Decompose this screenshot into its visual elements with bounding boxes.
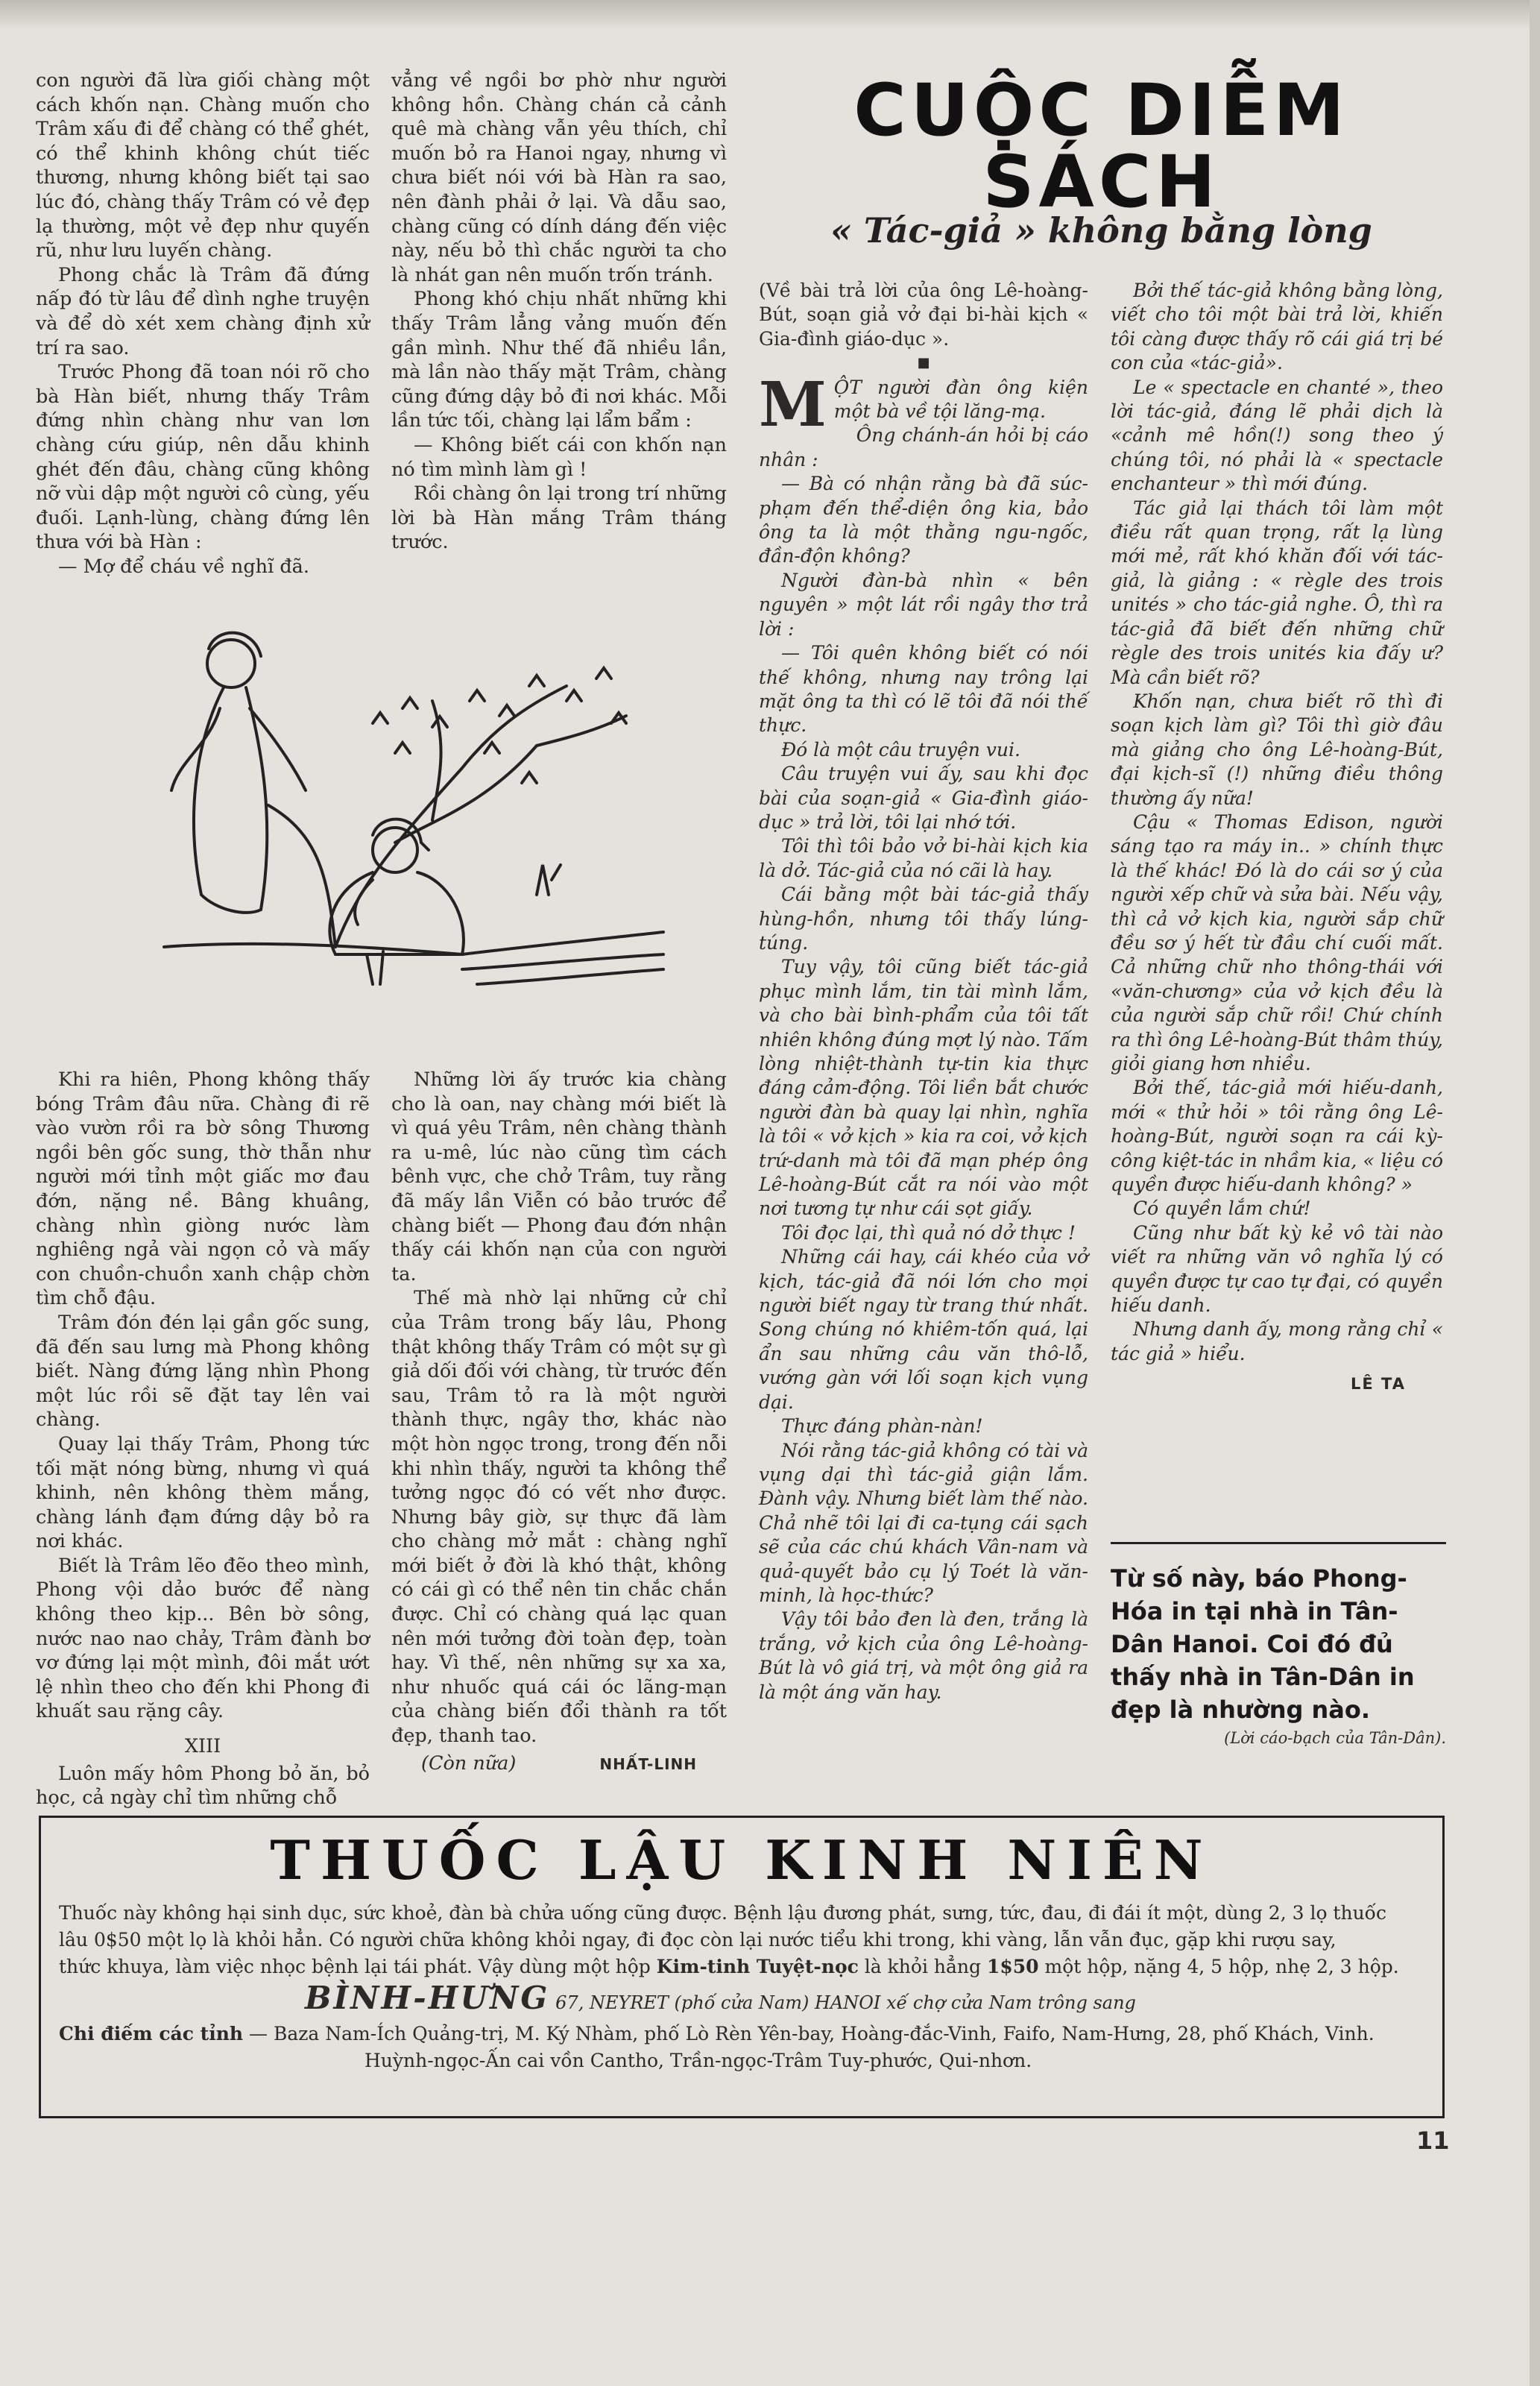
story-paragraph: — Mợ để cháu về nghĩ đã.: [58, 555, 309, 578]
ad-product-name: Kim-tinh Tuyệt-nọc: [656, 1956, 859, 1977]
review-intro: (Về bài trả lời của ông Lê-hoàng-Bút, soạn giả vở đại bi-hài kịch « Gia-đình giáo-dục ».: [759, 280, 1088, 350]
review-paragraph: Cái bằng một bài tác-giả thấy hùng-hồn, nhưng tôi thấy lúng-túng.: [759, 884, 1088, 954]
continued-note: (Còn nữa): [421, 1751, 517, 1775]
review-paragraph: — Bà có nhận rằng bà đã súc-phạm đến thể-diện ông kia, bảo ông ta là một thằng ngu-ngốc, đần-độn không?: [759, 473, 1088, 567]
review-paragraph: Người đàn-bà nhìn « bên nguyên » một lát rồi ngây thơ trả lời :: [759, 569, 1088, 640]
section-heading: CUỘC DIỄM SÁCH: [853, 69, 1349, 224]
review-paragraph: Khốn nạn, chưa biết rõ thì đi soạn kịch làm gì? Tôi thì giờ đâu mà giảng cho ông Lê-hoàng-Bút, đại kịch-sĩ (!) những điều thông thường ấy nữa!: [1111, 690, 1443, 809]
ad-text: một hộp, nặng 4, 5 hộp, nhẹ 2, 3 hộp.: [1044, 1956, 1399, 1977]
review-paragraph: Ông chánh-án hỏi bị cáo nhân :: [759, 424, 1088, 470]
review-paragraph: Tôi đọc lại, thì quả nó dở thực !: [781, 1221, 1076, 1244]
medicine-advertisement: [39, 1816, 1445, 2118]
story-paragraph: Khi ra hiên, Phong không thấy bóng Trâm đâu nữa. Chàng đi rẽ vào vườn rồi ra bờ sông Thương ngồi bên gốc sung, thờ thẫn như người mới tỉnh một giấc mơ đau đớn, nặng nề. Bâng khuâng, chàng nhìn giòng nước làm nghiêng ngả vài ngọn cỏ và mấy con chuồn-chuồn xanh chập chờn tìm chỗ đậu.: [36, 1068, 370, 1310]
story-column-1-top: [36, 69, 370, 579]
ad-agents-list: — Baza Nam-Ích Quảng-trị, M. Ký Nhàm, phố Lò Rèn Yên-bay, Hoàng-đắc-Vinh, Faifo, Nam-Hưng, 28, phố Khách, Vinh.: [249, 2023, 1375, 2045]
story-paragraph: Biết là Trâm lẽo đẽo theo mình, Phong vội dảo bước để nàng không theo kịp... Bên bờ sông, nước nao nao chảy, Trâm đành bơ vơ đứng lại một mình, đôi mắt ướt lệ nhìn theo cho đến khi Phong đi khuất sau rặng cây.: [36, 1554, 370, 1723]
ad-line: Thuốc này không hại sinh dục, sức khoẻ, đàn bà chửa uống cũng được. Bệnh lậu đương phát, sưng, tức, đau, đi đái ít một, dùng 2, 3 lọ thuốc: [59, 1902, 1386, 1924]
review-paragraph: Nói rằng tác-giả không có tài và vụng dại thì tác-giả giận lắm. Đành vậy. Nhưng biết làm thế nào. Chả nhẽ tôi lại đi ca-tụng cái sạch sẽ của các chú khách Vân-nam và quả-quyết bảo cụ lý Toét là văn-minh, là học-thức?: [759, 1439, 1088, 1606]
author-signature: NHẤT-LINH: [599, 1754, 697, 1773]
ad-agents-line: [59, 2021, 1423, 2047]
notice-text: Từ số này, báo Phong-Hóa in tại nhà in Tân-Dân Hanoi. Coi đó đủ thấy nhà in Tân-Dân in đẹp là nhường nào.: [1111, 1564, 1415, 1724]
story-column-1-bottom: [36, 1068, 370, 1810]
review-column-4: [1111, 279, 1443, 1397]
review-paragraph: Cậu « Thomas Edison, người sáng tạo ra máy in.. » chính thực là thế khác! Đó là do cái sơ ý của người xếp chữ và sửa bài. Nếu vậy, thì cả vở kịch kia, người sắp chữ đều sơ ý hết từ đầu chí cuối mất. Cả những chữ nho thông-thái với «văn-chương» của vở kịch đều là của người sắp chữ rồi! Chứ chính ra thì ông Lê-hoàng-Bút thâm thúy, giỏi giang hơn nhiều.: [1111, 810, 1443, 1074]
review-paragraph: Bởi thế tác-giả không bằng lòng, viết cho tôi một bài trả lời, khiến tôi càng được thấy rõ cái giá trị bé con của «tác-giả».: [1111, 280, 1443, 374]
ad-text: là khỏi hẳng: [864, 1956, 981, 1977]
review-paragraph: Le « spectacle en chanté », theo lời tác-giả, đáng lẽ phải dịch là «cảnh mê hồn(!) song theo ý chúng tôi, nó phải là « spectacle enchanteur » thì mới đúng.: [1111, 376, 1443, 495]
ad-brand-line: [59, 1980, 1423, 2016]
section-ornament: ■: [917, 355, 930, 371]
review-paragraph: Đó là một câu truyện vui.: [781, 738, 1020, 761]
story-column-2-bottom: [391, 1068, 727, 1776]
chapter-number: XIII: [184, 1735, 221, 1758]
story-paragraph: — Không biết cái con khốn nạn nó tìm mình làm gì !: [391, 433, 727, 481]
review-paragraph: Bởi thế, tác-giả mới hiếu-danh, mới « thử hỏi » tôi rằng ông Lê-hoàng-Bút, người soạn ra cái kỳ-công kiệt-tác in nhầm kia, « liệu có quyền được hiếu-danh không? »: [1111, 1077, 1443, 1196]
review-paragraph: Tuy vậy, tôi cũng biết tác-giả phục mình lắm, tin tài mình lắm, và cho bài bình-phẩm của tôi tất nhiên không đúng mợt lý nào. Tấm lòng nhiệt-thành tự-tin kia thực đáng cảm-động. Tôi liền bắt chước người đàn bà quay lại nhìn, nghĩa là tôi « vở kịch » kia ra coi, vở kịch trứ-danh mà tôi đã mạn phép ông Lê-hoàng-Bút cắt ra nói vào một nơi tương tự như cái sọt giấy.: [759, 956, 1088, 1220]
story-column-2-top: [391, 69, 727, 555]
story-paragraph: Phong chắc là Trâm đã đứng nấp đó từ lâu để dình nghe truyện và để dò xét xem chàng định xử trí ra sao.: [36, 263, 370, 359]
story-paragraph: con người đã lừa giối chàng một cách khốn nạn. Chàng muốn cho Trâm xấu đi để chàng có thể ghét, có thể khinh không chút tiếc thương, nhưng không biết tại sao lúc đó, chàng thấy Trâm có vẻ đẹp lạ thường, một vẻ đẹp như quyến rũ, như lưu luyến chàng.: [36, 69, 370, 262]
drop-cap: M: [759, 368, 827, 441]
printer-notice: [1111, 1542, 1446, 1747]
ad-address: 67, NEYRET (phố cửa Nam) HANOI xế chợ cửa Nam trông sang: [555, 1992, 1136, 2013]
story-paragraph: Luôn mấy hôm Phong bỏ ăn, bỏ học, cả ngày chỉ tìm những chỗ: [36, 1762, 370, 1810]
review-paragraph: Nhưng danh ấy, mong rằng chỉ « tác giả » hiểu.: [1111, 1318, 1443, 1364]
ad-price: 1$50: [986, 1956, 1039, 1977]
review-first-paragraph: [759, 368, 1088, 441]
story-paragraph: Rồi chàng ôn lại trong trí những lời bà Hàn mắng Trâm tháng trước.: [391, 482, 727, 554]
ad-brand: BÌNH-HƯNG: [305, 1980, 550, 2016]
author-signature: LÊ TA: [1351, 1375, 1406, 1394]
ad-agents-label: Chi điếm các tỉnh: [59, 2023, 244, 2045]
page-number: 11: [1416, 2127, 1450, 2155]
story-illustration: [149, 596, 671, 1044]
story-paragraph: Trâm đón đén lại gần gốc sung, đã đến sau lưng mà Phong không biết. Nàng đứng lặng nhìn Phong một lúc rồi sẽ đặt tay lên vai chàng.: [36, 1311, 370, 1432]
notice-credit: (Lời cáo-bạch của Tân-Dân).: [1224, 1729, 1446, 1747]
scan-right-edge: [1530, 0, 1540, 2386]
review-column-3: [759, 279, 1088, 1704]
ad-line: lâu 0$50 một lọ là khỏi hẳn. Có người chữa không khỏi ngay, đi đọc còn lại nước tiểu khi trong, khi vàng, lẫn vẫn đục, gặp khi rượu say,: [59, 1929, 1337, 1951]
scan-top-edge: [0, 0, 1540, 30]
review-paragraph: Vậy tôi bảo đen là đen, trắng là trắng, vở kịch của ông Lê-hoàng-Bút là vô giá trị, và một ông giả ra là một áng văn hay.: [759, 1608, 1088, 1703]
ad-body: [59, 1900, 1423, 2074]
story-paragraph: Những lời ấy trước kia chàng cho là oan, nay chàng mới biết là vì quá yêu Trâm, nên chàng thành ra u-mê, lúc nào cũng tìm cách bênh vực, che chở Trâm, tuy rằng đã mấy lần Viễn có bảo trước để chàng biết — Phong đau đớn nhận thấy cái khốn nạn của con người ta.: [391, 1068, 727, 1285]
story-paragraph: Quay lại thấy Trâm, Phong tức tối mặt nóng bừng, nhưng vì quá khinh, nên không thèm mắng, chàng lánh đạm đứng dậy bỏ ra nơi khác.: [36, 1432, 370, 1553]
review-paragraph: — Tôi quên không biết có nói thế không, nhưng nay trông lại mặt ông ta thì có lẽ tôi đã nói thế thực.: [759, 642, 1088, 737]
article-subtitle: « Tác-giả » không bằng lòng: [830, 210, 1372, 251]
ad-text: thức khuya, làm việc nhọc bệnh lại tái phát. Vậy dùng một hộp: [59, 1956, 651, 1977]
story-paragraph: Trước Phong đã toan nói rõ cho bà Hàn biết, nhưng thấy Trâm đứng nhìn chàng như van lơn chàng cứu giúp, nên dẫu khinh ghét đến đâu, chàng cũng không nỡ vùi dập một người cô cùng, yếu đuối. Lạnh-lùng, chàng đứng lên thưa với bà Hàn :: [36, 361, 370, 554]
review-paragraph: Câu truyện vui ấy, sau khi đọc bài của soạn-giả « Gia-đình giáo-dục » trả lời, tôi lại nhớ tới.: [759, 763, 1088, 833]
review-paragraph: Thực đáng phàn-nàn!: [781, 1415, 983, 1438]
review-paragraph: Tôi thì tôi bảo vở bi-hài kịch kia là dở. Tác-giả của nó cãi là hay.: [759, 835, 1088, 881]
review-paragraph: Có quyền lắm chứ!: [1133, 1197, 1311, 1220]
story-paragraph: Phong khó chịu nhất những khi thấy Trâm lẳng vảng muốn đến gần mình. Như thế đã nhiều lần, mà lần nào thấy mặt Trâm, chàng cũng đứng dậy bỏ đi nơi khác. Mỗi lần tức tối, chàng lại lẩm bẩm :: [391, 288, 727, 432]
review-paragraph: Cũng như bất kỳ kẻ vô tài nào viết ra những văn vô nghĩa lý có quyền được tự cao tự đại, có quyền hiếu danh.: [1111, 1221, 1443, 1317]
review-paragraph: Những cái hay, cái khéo của vở kịch, tác-giả đã nói lớn cho mọi người biết ngay từ trang thứ nhất. Song chúng nó khiêm-tốn quá, lại ẩn sau những câu văn thô-lỗ, vướng gàn với lối soạn kịch vụng dại.: [759, 1246, 1088, 1413]
story-paragraph: vẳng về ngồi bơ phờ như người không hồn. Chàng chán cả cảnh quê mà chàng vẫn yêu thích, chỉ muốn bỏ ra Hanoi ngay, nhưng vì chưa biết nói với bà Hàn ra sao, nên đành phải ở lại. Và dẫu sao, chàng cũng có dính dáng đến việc này, nếu bỏ thì chắc người ta cho là nhát gan nên muốn trốn tránh.: [391, 69, 727, 286]
ad-line: [59, 1954, 1423, 1980]
ad-title: THUỐC LẬU KINH NIÊN: [270, 1828, 1214, 1892]
story-paragraph: Thế mà nhờ lại những cử chỉ của Trâm trong bấy lâu, Phong thật không thấy Trâm có một sự gì giả dối đối với chàng, từ trước đến sau, Trâm tỏ ra là một người thành thực, ngây thơ, khác nào một hòn ngọc trong, trong đến nỗi khi nhìn thấy, người ta không thể tưởng ngọc đó có vết nhơ được. Nhưng bây giờ, sự thực đã làm cho chàng mở mắt : chàng nghĩ mới biết ở đời là khó thật, không có cái gì có thể nên tin chắc chắn được. Chỉ có chàng quá lạc quan nên mới tưởng đời toàn đẹp, toàn hay. Vì thế, nên những sự xa xa, như nhuốc quá cái óc lãng-mạn của chàng biến đổi thành ra tốt đẹp, thanh tao.: [391, 1287, 727, 1748]
ad-agents-line-2: Huỳnh-ngọc-Ấn cai vồn Cantho, Trần-ngọc-Trâm Tuy-phước, Qui-nhơn.: [365, 2050, 1032, 2071]
review-paragraph: Tác giả lại thách tôi làm một điều rất quan trọng, rất lạ lùng mới mẻ, rất khó khăn đối với tác-giả, là giảng : « règle des trois unités » cho tác-giả nghe. Ô, thì ra tác-giả đã biết đến những chữ règle des trois unités kia đấy ư? Mà cần biết rõ?: [1111, 497, 1443, 688]
first-paragraph-text: ỘT người đàn ông kiện một bà về tội lăng-mạ.: [833, 376, 1088, 423]
